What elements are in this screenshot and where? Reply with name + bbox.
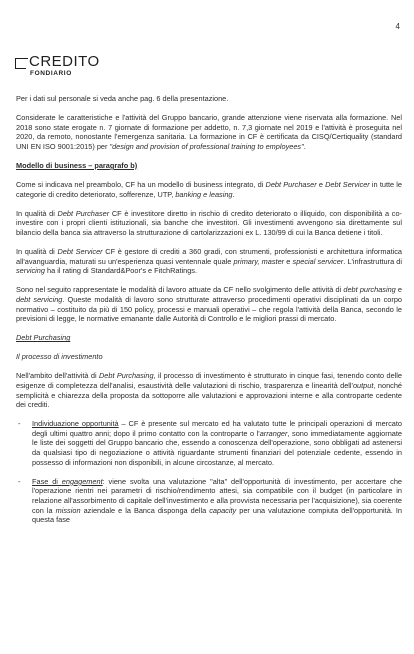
paragraph-debt-purchaser: In qualità di Debt Purchaser CF è investitore diretto in rischio di credito deteriorato o illiquido, con disponibilità a co-investire con i propri clienti istituzionali, sia banche che investitori. Gli investimenti avvengono sia direttamente sul bilancio della banca sia attraverso la strutturazione di cartolarizzazioni ex L. 130/99 di cui la Banca detiene i titoli. (16, 208, 402, 237)
logo-name: CREDITO (29, 53, 100, 70)
logo-mark-icon (15, 58, 26, 69)
document-body (16, 94, 402, 534)
paragraph-personale: Per i dati sul personale si veda anche pag. 6 della presentazione. (16, 94, 229, 103)
paragraph-processo-investimento: Nell'ambito dell'attività di Debt Purchasing, il processo di investimento è strutturato in cinque fasi, tenendo conto delle esigenze di completezza dell'analisi, esaustività delle valutazioni di rischio, trasparenza e linearità dell'output, nonché semplicità e chiarezza della proposta da sottoporre alle valutazioni e approvazioni interne e alla controparte cedente dei crediti. (16, 371, 402, 410)
paragraph-modalita-lavoro: Sono nel seguito rappresentate le modalità di lavoro attuate da CF nello svolgimento delle attività di debt purchasing e debt servicing. Queste modalità di lavoro sono strutturate attraverso procedimenti operativi disciplinati da un corpo normativo – costituito da più di 150 policy, processi e manuali operativi – che regola l'attività della Banca, secondo le previsioni di legge, le normative emanante dalle Autorità di Controllo e le migliori prassi di mercato. (16, 285, 403, 324)
logo-subname: FONDIARIO (30, 70, 72, 77)
paragraph-formazione: Considerate le caratteristiche e l'attività del Gruppo bancario, grande attenzione viene riservata alla formazione. Nel 2018 sono state erogate n. 7 giornate di formazione per addetto, n. 7,3 giornate nel 2019 e l'attività è proseguita nel 2020, da remoto, nonostante l'emergenza sanitaria. La formazione in CF è certificata da CISQ/Certiquality (standard UNI EN ISO 9001:2015) per "design and provision of professional training to employees". (16, 113, 402, 151)
paragraph-debt-servicer: In qualità di Debt Servicer CF è gestore di crediti a 360 gradi, con strumenti, professionisti e architettura informatica all'avanguardia, maturati su un'esperienza quasi ventennale quale primary, master e special servicer. L'infrastruttura di servicing ha il rating di Standard&Poor's e FitchRatings. (16, 247, 403, 276)
page-number: 4 (395, 22, 400, 31)
list-item: - Fase di engagement: viene svolta una valutazione "alta" dell'opportunità di investimento, per accertare che l'operazione rientri nei parametri di rischio/rendimento attesi, sia compatibile con il budget (in particolare in relazione all'assorbimento di capitale dell'investimento e alla provvista necessaria per l'acquisizione), sia coerente con la mission aziendale e la Banca disponga della capacity per una valutazione compiuta dell'opportunità. In questa fase (16, 477, 402, 525)
investment-phases-list (16, 419, 402, 524)
paragraph-business-model: Come si indicava nel preambolo, CF ha un modello di business integrato, di Debt Purchaser e Debt Servicer in tutte le categorie di credito deteriorato, sofferenze, UTP, banking e leasing. (16, 180, 402, 199)
list-item: - Individuazione opportunità – CF è presente sul mercato ed ha valutato tutte le principali operazioni di mercato degli ultimi quattro anni; dopo il primo contatto con la controparte o l'arranger, sono immediatamente aggiornate le liste dei soggetti del Gruppo bancario che, essendo a conoscenza dell'operazione, sono obbligati ad astenersi da qualsiasi tipo di negoziazione o attività riguardante strumenti finanziari del potenziale cedente, essendo in possesso di informazioni non disponibili, in alcune circostanze, al mercato. (16, 419, 402, 467)
credito-fondiario-logo (15, 54, 135, 78)
subheading-processo-investimento: Il processo di investimento (16, 352, 103, 362)
section-heading-business-model: Modello di business – paragrafo b) (16, 160, 138, 170)
subheading-debt-purchasing: Debt Purchasing (16, 333, 71, 343)
